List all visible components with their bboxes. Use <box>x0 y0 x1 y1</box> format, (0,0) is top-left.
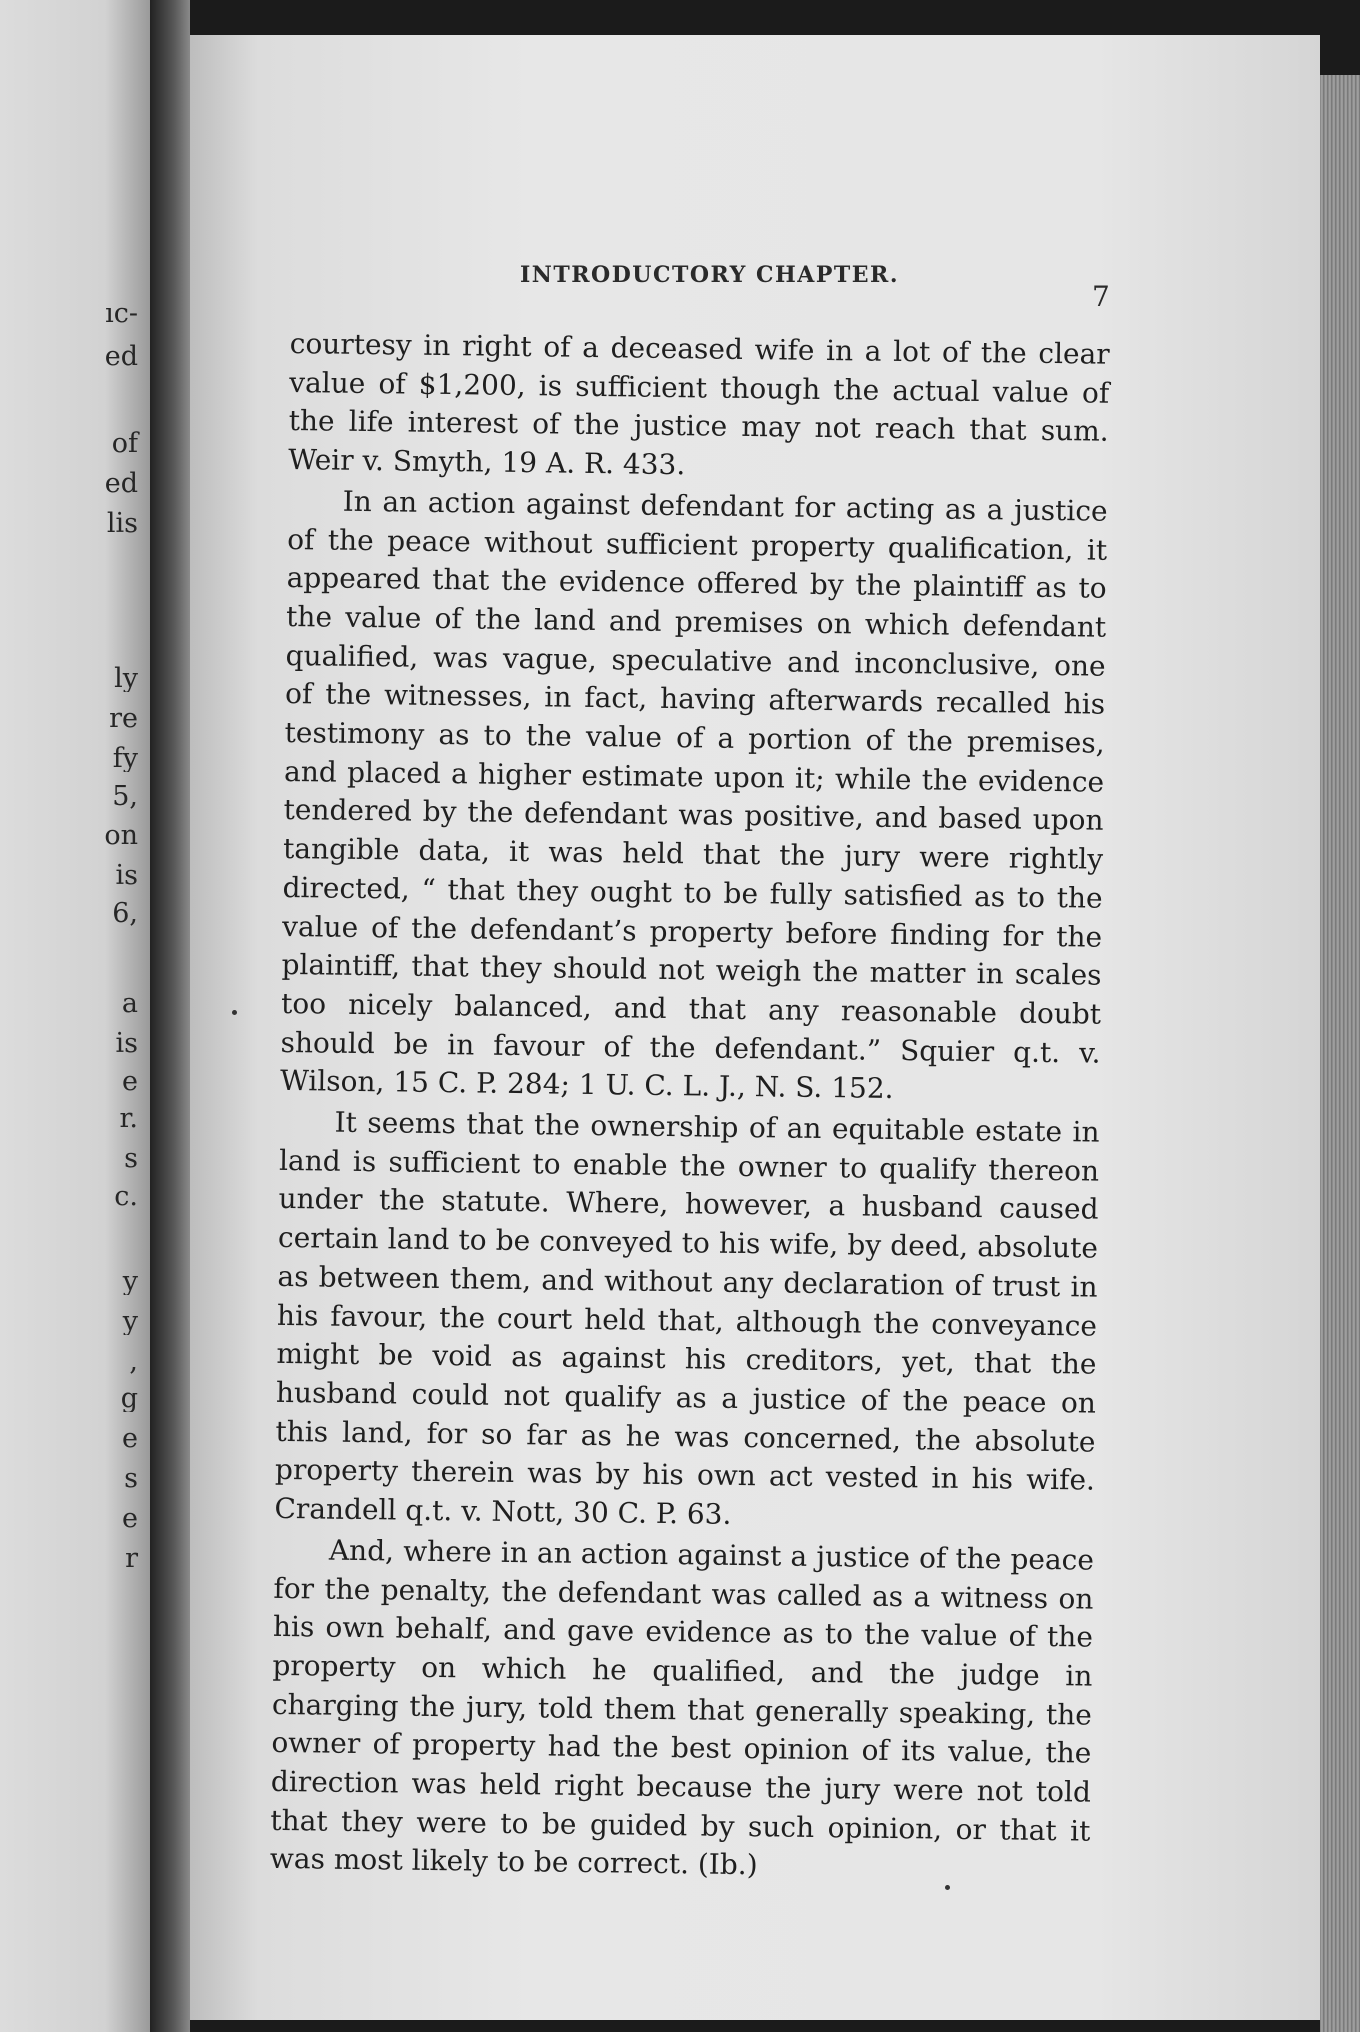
paragraph: In an action against defendant for acting as a justice of the peace without sufficient property qualification, it appeared that the evidence offered by the plaintiff as to the value of the land and premises on which defendant qualified, was vague, speculative and inconclusive, one of the witnesses, in fact, having afterwards recalled his testimony as to the value of a portion of the premises, and placed a higher estimate upon it; while the evidence tendered by the defendant was positive, and based upon tangible data, it was held that the jury were rightly directed, “ that they ought to be fully satisfied as to the value of the defendant’s property before finding for the plaintiff, that they should not weigh the matter in scales too nicely balanced, and that any reasonable doubt should be in favour of the defendant.” Squier q.t. v. Wilson, 15 C. P. 284; 1 U. C. L. J., N. S. 152. <box>279 484 1108 1106</box>
left-page-fragment: , <box>129 1348 138 1375</box>
left-page-fragment: e <box>122 1068 138 1095</box>
left-page-fragment: re <box>109 705 138 732</box>
page-edges <box>1320 75 1360 2032</box>
left-page-fragment: fy <box>112 745 138 772</box>
running-head: INTRODUCTORY CHAPTER. <box>520 262 899 288</box>
left-page-fragment: 5, <box>112 783 138 810</box>
left-page-fragment: ed <box>104 343 138 370</box>
left-page-fragment: ed <box>104 470 138 497</box>
left-page-fragment: r. <box>119 1105 138 1132</box>
left-page-fragment: 6, <box>112 900 138 927</box>
body-text <box>270 325 1110 1892</box>
speck <box>232 1010 237 1015</box>
left-page-fragment: is <box>115 862 138 889</box>
speck <box>945 1885 950 1890</box>
left-page <box>0 0 150 2032</box>
paragraph: It seems that the ownership of an equitable estate in land is sufficient to enable the owner to qualify thereon under the statute. Where, however, a husband caused certain land to be conveyed to his wife, by deed, absolute as between them, and without any declaration of trust in his favour, the court held that, although the conveyance might be void as against his creditors, yet, that the husband could not qualify as a justice of the peace on this land, for so far as he was concerned, the absolute property therein was by his own act vested in his wife. Crandell q.t. v. Nott, 30 C. P. 63. <box>274 1105 1100 1531</box>
left-page-fragment: ıc- <box>105 300 138 327</box>
left-page-fragment: y <box>122 1308 138 1335</box>
book-gutter <box>150 0 190 2032</box>
left-page-fragment: s <box>124 1465 138 1492</box>
left-page-fragment: c. <box>114 1183 138 1210</box>
left-page-fragment: ly <box>114 665 138 692</box>
left-page-fragment: e <box>122 1505 138 1532</box>
paragraph: And, where in an action against a justice of the peace for the penalty, the defendant was called as a witness on his own behalf, and gave evidence as to the value of the property on which he qualified, and the judge in charging the jury, told them that generally speaking, the owner of property had the best opinion of its value, the direction was held right because the jury were not told that they were to be guided by such opinion, or that it was most likely to be correct. (Ib.) <box>269 1533 1095 1882</box>
left-page-fragment: a <box>121 990 138 1017</box>
left-page-fragment: r <box>125 1545 138 1572</box>
left-page-fragment: is <box>115 1030 138 1057</box>
left-page-fragment: s <box>124 1145 138 1172</box>
left-page-fragment: of <box>111 430 138 457</box>
page-number: 7 <box>1092 280 1110 313</box>
left-page-fragment: g <box>120 1385 138 1412</box>
left-page-fragment: on <box>104 822 138 849</box>
left-page-fragment: y <box>122 1268 138 1295</box>
paragraph-continued: courtesy in right of a deceased wife in a lot of the clear value of $1,200, is sufficient though the actual value of the life interest of the justice may not reach that sum. Weir v. Smyth, 19 A. R. 433. <box>288 326 1110 482</box>
left-page-fragment: lis <box>106 510 138 537</box>
left-page-fragment: e <box>122 1425 138 1452</box>
